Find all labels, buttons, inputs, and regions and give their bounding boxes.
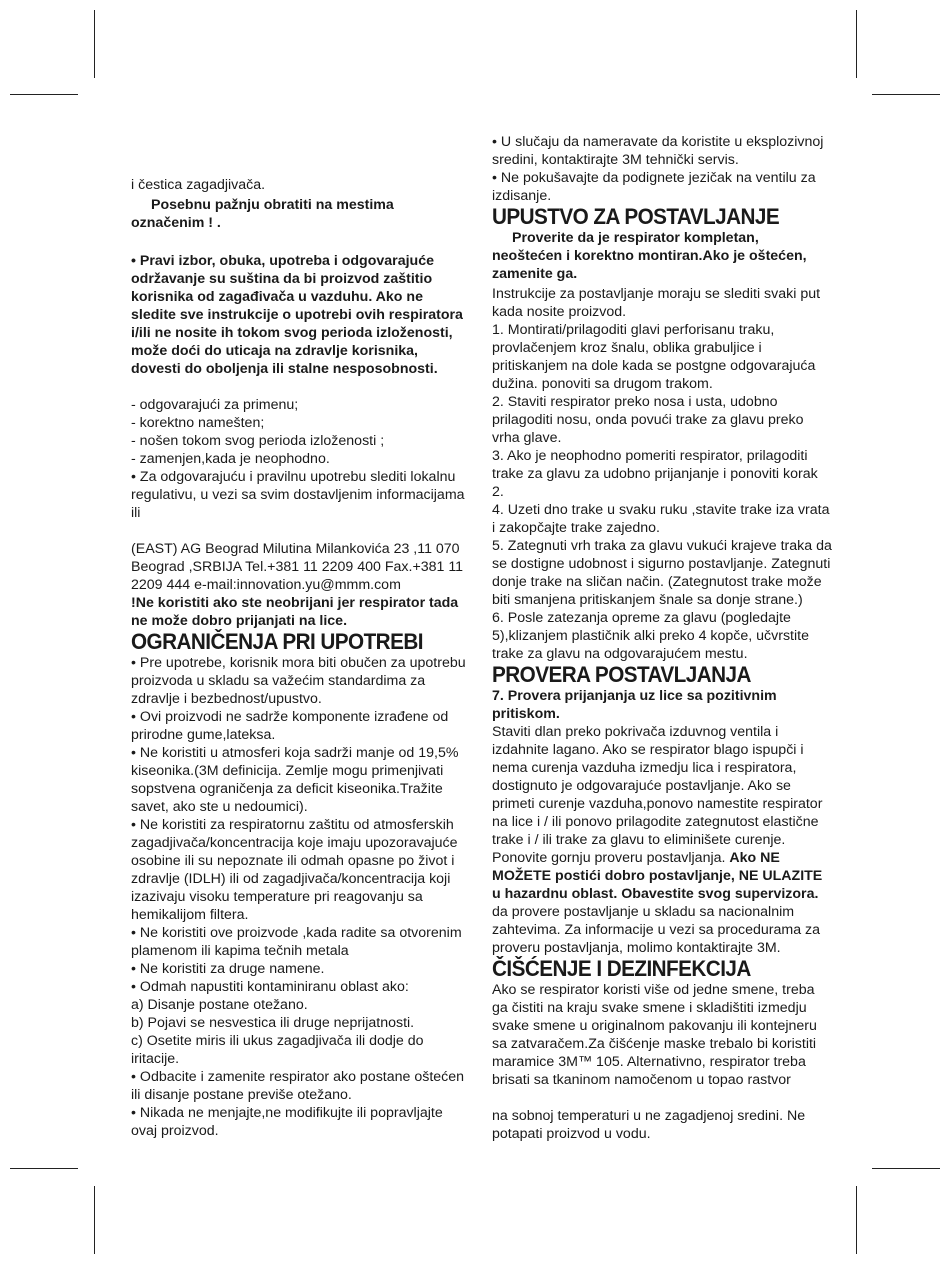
list-item: b) Pojavi se nesvestica ili druge neprijatnosti.	[131, 1015, 415, 1031]
list-item: • Za odgovarajuću i pravilnu upotrebu slediti lokalnu regulativu, u vezi sa svim dostavljenim informacijama ili	[131, 469, 465, 521]
list-item: • Ne koristiti ove proizvode ,kada radite sa otvorenim plamenom ili kapima tečnih metala	[131, 925, 462, 959]
text-paragraph: i čestica zagadjivača.	[131, 177, 266, 193]
section-heading: OGRANIČENJA PRI UPOTREBI	[131, 629, 423, 654]
step-item: 6. Posle zatezanja opreme za glavu (pogledajte 5),klizanjem plastičnik alki preko 4 kopče, učvrstite trake za glavu na odgovarajućem mestu.	[492, 610, 809, 662]
check-text: Staviti dlan preko pokrivača izduvnog ventila i izdahnite lagano. Ako se respirator blago ispupči i nema curenja vazduha izmedju lica i respiratora, dostignuto je odgovarajuće postavljanje. Ako se primeti curenje vazduha,ponovo namestite respirator na lice i / ili ponovo prilagodite zategnutost elastične trake i / ili trake za glavu to eliminišete curenje. Ponovite gornju proveru postavljanja.	[492, 724, 823, 866]
list-item: • Ne koristiti za druge namene.	[131, 961, 325, 977]
text-paragraph: Ako se respirator koristi više od jedne smene, treba ga čistiti na kraju svake smene i skladištiti izmedju svake smene u originalnom pakovanju ili kontejneru sa zatvaračem.Za čišćenje maske trebalo bi koristiti maramice 3M™ 105. Alternativno, respirator treba brisati sa tkaninom namočenom u topao rastvor	[492, 982, 817, 1088]
crop-mark	[872, 1168, 940, 1169]
crop-mark	[10, 1168, 78, 1169]
text-paragraph: da provere postavljanje u skladu sa nacionalnim zahtevima. Za informacije u vezi sa procedurama za proveru postavljanja, molimo kontaktirajte 3M.	[492, 904, 821, 956]
list-item: • Ovi proizvodi ne sadrže komponente izrađene od prirodne gume,lateksa.	[131, 709, 449, 743]
list-item: - zamenjen,kada je neophodno.	[131, 451, 330, 467]
list-item: • Odbacite i zamenite respirator ako postane oštećen ili disanje postane previše otežano.	[131, 1069, 465, 1103]
section-heading: UPUSTVO ZA POSTAVLJANJE	[492, 204, 780, 229]
text-paragraph	[492, 723, 832, 903]
section-heading: PROVERA POSTAVLJANJA	[492, 662, 751, 687]
step-item: 1. Montirati/prilagoditi glavi perforisanu traku, provlačenjem kroz šnalu, oblika grabuljice i pritiskanjem na dole kada se postgne odgovarajuća dužina. ponoviti sa drugom trakom.	[492, 322, 816, 392]
crop-mark	[10, 94, 78, 95]
warning-note: !Ne koristiti ako ste neobrijani jer respirator tada ne može dobro prijanjati na lice.	[131, 595, 459, 629]
crop-mark	[94, 10, 95, 78]
list-item: a) Disanje postane otežano.	[131, 997, 308, 1013]
list-item: • Nikada ne menjajte,ne modifikujte ili popravljajte ovaj proizvod.	[131, 1105, 443, 1139]
crop-mark	[856, 1186, 857, 1254]
step-item: 5. Zategnuti vrh traka za glavu vukući krajeve traka da se dostigne udobnost i sigurno postavljanje. Zategnuti donje trake na sličan način. (Zategnutost trake može biti smanjena pritiskanjem šnale sa donje strane.)	[492, 538, 832, 608]
attention-note: Posebnu pažnju obratiti na mestima označenim ! .	[131, 197, 394, 231]
step-item: 4. Uzeti dno trake u svaku ruku ,stavite trake iza vrata i zakopčajte trake zajedno.	[492, 502, 830, 536]
section-heading: ČIŠĆENJE I DEZINFEKCIJA	[492, 956, 751, 981]
list-item: - korektno namešten;	[131, 415, 265, 431]
check-warning: Ako NE MOŽETE postići dobro postavljanje, NE ULAZITE u hazardnu oblast. Obavestite svog supervizora.	[492, 850, 823, 902]
list-item: • Ne pokušavajte da podignete jezičak na ventilu za izdisanje.	[492, 170, 816, 204]
list-item: c) Osetite miris ili ukus zagadjivača ili dodje do iritacije.	[131, 1033, 424, 1067]
bold-instruction: Proverite da je respirator kompletan, neoštećen i korektno montiran.Ako je oštećen, zamenite ga.	[492, 230, 807, 282]
crop-mark	[94, 1186, 95, 1254]
text-paragraph: na sobnoj temperaturi u ne zagadjenoj sredini. Ne potapati proizvod u vodu.	[492, 1108, 806, 1142]
step-item: 2. Staviti respirator preko nosa i usta, udobno prilagoditi nosu, onda povući trake za glavu preko vrha glave.	[492, 394, 804, 446]
right-column	[492, 133, 832, 1143]
list-item: • Odmah napustiti kontaminiranu oblast ako:	[131, 979, 409, 995]
step-item: 3. Ako je neophodno pomeriti respirator, prilagoditi trake za glavu za udobno prijanjanje i ponoviti korak 2.	[492, 448, 818, 500]
warning-paragraph: • Pravi izbor, obuka, upotreba i odgovarajuće održavanje su suština da bi proizvod zaštitio korisnika od zagađivača u vazduhu. Ako ne sledite sve instrukcije o upotrebi ovih respiratora i/ili ne nosite ih tokom svog perioda izloženosti, može doći do uticaja na zdravlje korisnika, dovesti do oboljenja ili stalne nesposobnosti.	[131, 253, 463, 377]
crop-mark	[872, 94, 940, 95]
list-item: • Ne koristiti u atmosferi koja sadrži manje od 19,5% kiseonika.(3M definicija. Zemlje mogu primenjivati sopstvena ograničenja za deficit kiseonika.Tražite savet, ako ste u nedoumici).	[131, 745, 459, 815]
list-item: • Ne koristiti za respiratornu zaštitu od atmosferskih zagadjivača/koncentracija koje imaju upozoravajuće osobine ili su nepoznate ili odmah opasne po život i zdravlje (IDLH) ili od zagadjivača/koncentracija koji izazivaju visoku temperature pri reagovanju sa hemikalijom filtera.	[131, 817, 458, 923]
bold-instruction: 7. Provera prijanjanja uz lice sa pozitivnim pritiskom.	[492, 688, 777, 722]
list-item: - odgovarajući za primenu;	[131, 397, 299, 413]
crop-mark	[856, 10, 857, 78]
left-column	[131, 176, 469, 1140]
list-item: • U slučaju da nameravate da koristite u eksplozivnoj sredini, kontaktirajte 3M tehnički servis.	[492, 134, 824, 168]
list-item: - nošen tokom svog perioda izloženosti ;	[131, 433, 385, 449]
list-item: • Pre upotrebe, korisnik mora biti obučen za upotrebu proizvoda u skladu sa važećim standardima za zdravlje i bezbednost/upustvo.	[131, 655, 466, 707]
text-paragraph: Instrukcije za postavljanje moraju se slediti svaki put kada nosite proizvod.	[492, 286, 821, 320]
contact-info: (EAST) AG Beograd Milutina Milankovića 23 ,11 070 Beograd ,SRBIJA Tel.+381 11 2209 400 Fax.+381 11 2209 444 e-mail:innovation.yu@mmm.com	[131, 541, 464, 593]
